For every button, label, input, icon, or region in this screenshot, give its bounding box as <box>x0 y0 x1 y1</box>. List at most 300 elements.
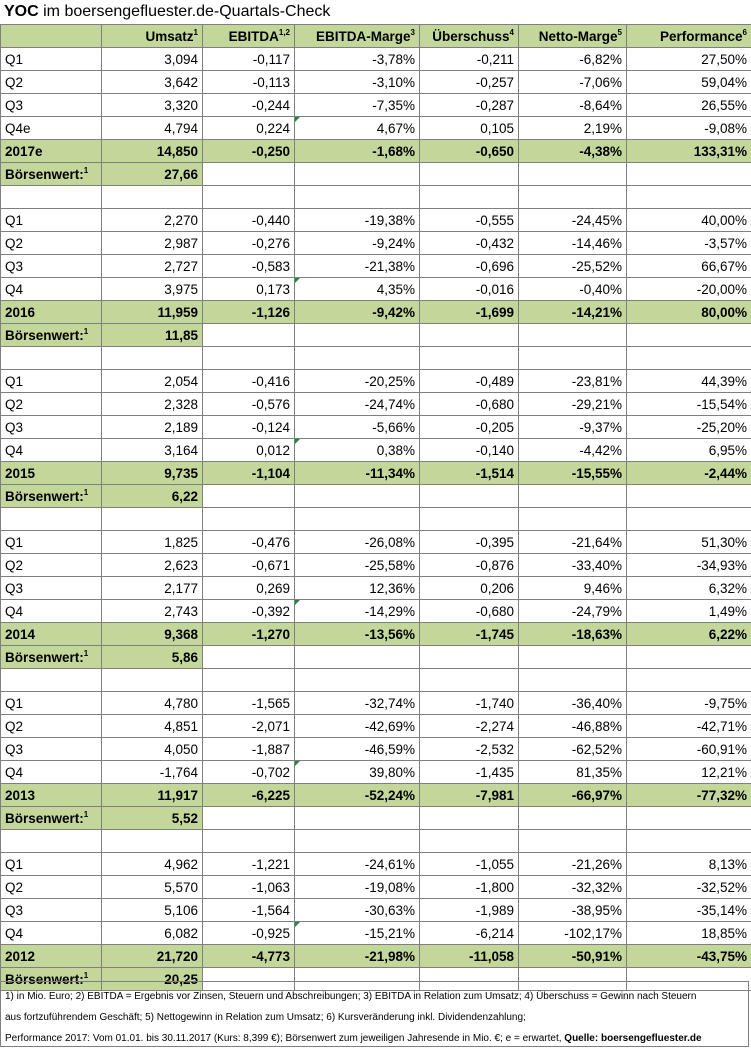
boersenwert-row <box>1 163 751 186</box>
cell-ebitda-marge: 0,38% <box>295 439 420 462</box>
spacer-cell <box>627 830 751 853</box>
empty-cell <box>295 807 420 830</box>
cell-umsatz: 2,623 <box>102 554 203 577</box>
cell-period: Q1 <box>1 853 102 876</box>
spacer-cell <box>203 347 295 370</box>
spacer-cell <box>519 186 627 209</box>
boersenwert-footnote: 1 <box>83 326 89 336</box>
cell-ebitda: -0,925 <box>203 922 295 945</box>
boersenwert-label-text: Börsenwert: <box>5 971 84 987</box>
table-row <box>1 209 751 232</box>
table-row <box>1 922 751 945</box>
cell-ebitda: -1,887 <box>203 738 295 761</box>
cell-ebitda-marge: -42,69% <box>295 715 420 738</box>
cell-netto-marge: -102,17% <box>519 922 627 945</box>
total-ebitda: -4,773 <box>203 945 295 968</box>
cell-ebitda-marge: -20,25% <box>295 370 420 393</box>
table-row <box>1 439 751 462</box>
cell-period: Q1 <box>1 209 102 232</box>
header-umsatz <box>102 25 203 48</box>
boersenwert-footnote: 1 <box>83 487 89 497</box>
title-rest: im boersengefluester.de-Quartals-Check <box>38 3 331 20</box>
empty-cell <box>519 646 627 669</box>
cell-period: Q1 <box>1 48 102 71</box>
cell-ebitda: -1,564 <box>203 899 295 922</box>
total-ebitda: -0,250 <box>203 140 295 163</box>
header-ueberschuss <box>420 25 519 48</box>
cell-ebitda-marge: -26,08% <box>295 531 420 554</box>
empty-cell <box>420 646 519 669</box>
boersenwert-value: 11,85 <box>102 324 203 347</box>
cell-period: Q4 <box>1 439 102 462</box>
cell-performance: -20,00% <box>627 278 751 301</box>
cell-ebitda: 0,173 <box>203 278 295 301</box>
cell-umsatz: 2,328 <box>102 393 203 416</box>
table-header-row <box>1 25 751 48</box>
cell-umsatz: 4,780 <box>102 692 203 715</box>
cell-ebitda-marge: 4,67% <box>295 117 420 140</box>
cell-period: Q2 <box>1 715 102 738</box>
cell-ueberschuss: -0,680 <box>420 600 519 623</box>
table-row <box>1 48 751 71</box>
spacer-cell <box>295 347 420 370</box>
total-performance: -2,44% <box>627 462 751 485</box>
cell-netto-marge: -4,42% <box>519 439 627 462</box>
total-ueberschuss: -1,514 <box>420 462 519 485</box>
cell-period: Q4e <box>1 117 102 140</box>
header-netto-marge-label: Netto-Marge <box>538 28 618 44</box>
cell-umsatz: 5,570 <box>102 876 203 899</box>
year-total-row <box>1 301 751 324</box>
header-ebitda-marge <box>295 25 420 48</box>
cell-period: Q3 <box>1 255 102 278</box>
cell-performance: -42,71% <box>627 715 751 738</box>
empty-cell <box>203 324 295 347</box>
footnote-line-2: aus fortzuführendem Geschäft; 5) Nettogewinn in Relation zum Umsatz; 6) Kursveränderung inkl. Dividendenzahlung; <box>5 1012 526 1023</box>
header-ebitda-marge-label: EBITDA-Marge <box>316 28 411 44</box>
cell-ebitda-marge: -19,38% <box>295 209 420 232</box>
table-row <box>1 715 751 738</box>
cell-period: Q3 <box>1 738 102 761</box>
cell-netto-marge: 81,35% <box>519 761 627 784</box>
cell-ueberschuss: -0,395 <box>420 531 519 554</box>
boersenwert-value: 5,86 <box>102 646 203 669</box>
table-row <box>1 554 751 577</box>
boersenwert-label-text: Börsenwert: <box>5 649 84 665</box>
spacer-row <box>1 186 751 209</box>
total-ebitda: -1,104 <box>203 462 295 485</box>
spacer-row <box>1 347 751 370</box>
cell-performance: -25,20% <box>627 416 751 439</box>
total-performance: 80,00% <box>627 301 751 324</box>
total-period: 2015 <box>1 462 102 485</box>
total-period: 2013 <box>1 784 102 807</box>
cell-ueberschuss: -0,211 <box>420 48 519 71</box>
cell-performance: 6,32% <box>627 577 751 600</box>
spacer-cell <box>627 508 751 531</box>
cell-umsatz: 4,794 <box>102 117 203 140</box>
header-ebitda <box>203 25 295 48</box>
empty-cell <box>295 485 420 508</box>
table-row <box>1 761 751 784</box>
empty-cell <box>420 163 519 186</box>
spacer-cell <box>102 830 203 853</box>
table-row <box>1 71 751 94</box>
cell-ueberschuss: -0,257 <box>420 71 519 94</box>
page-title <box>0 0 751 24</box>
footnote-line-3 <box>5 1028 744 1049</box>
cell-netto-marge: -7,06% <box>519 71 627 94</box>
cell-performance: 12,21% <box>627 761 751 784</box>
table-row <box>1 255 751 278</box>
cell-ueberschuss: -2,532 <box>420 738 519 761</box>
table-row <box>1 416 751 439</box>
total-ueberschuss: -1,745 <box>420 623 519 646</box>
total-period: 2012 <box>1 945 102 968</box>
empty-cell <box>295 163 420 186</box>
table-row <box>1 370 751 393</box>
cell-ebitda: -0,392 <box>203 600 295 623</box>
spacer-row <box>1 669 751 692</box>
header-netto-marge-footnote: 5 <box>617 27 622 37</box>
cell-ebitda-marge: -15,21% <box>295 922 420 945</box>
cell-performance: 1,49% <box>627 600 751 623</box>
cell-netto-marge: -6,82% <box>519 48 627 71</box>
spacer-cell <box>519 669 627 692</box>
company-name: YOC <box>4 3 39 20</box>
cell-performance: 8,13% <box>627 853 751 876</box>
cell-netto-marge: -46,88% <box>519 715 627 738</box>
table-row <box>1 692 751 715</box>
cell-umsatz: 2,189 <box>102 416 203 439</box>
boersenwert-value: 5,52 <box>102 807 203 830</box>
cell-netto-marge: -62,52% <box>519 738 627 761</box>
cell-umsatz: 1,825 <box>102 531 203 554</box>
year-total-row <box>1 784 751 807</box>
boersenwert-label-text: Börsenwert: <box>5 327 84 343</box>
spacer-cell <box>295 186 420 209</box>
cell-ueberschuss: -0,205 <box>420 416 519 439</box>
spacer-cell <box>102 669 203 692</box>
cell-ebitda-marge: 12,36% <box>295 577 420 600</box>
spacer-cell <box>1 347 102 370</box>
cell-ebitda: 0,269 <box>203 577 295 600</box>
empty-cell <box>203 807 295 830</box>
cell-performance: 51,30% <box>627 531 751 554</box>
cell-ebitda-marge: -19,08% <box>295 876 420 899</box>
total-ebitda: -1,270 <box>203 623 295 646</box>
cell-umsatz: 2,727 <box>102 255 203 278</box>
cell-ebitda-marge: -3,78% <box>295 48 420 71</box>
total-performance: -43,75% <box>627 945 751 968</box>
cell-netto-marge: -23,81% <box>519 370 627 393</box>
cell-ueberschuss: -0,489 <box>420 370 519 393</box>
cell-umsatz: 2,054 <box>102 370 203 393</box>
cell-netto-marge: -14,46% <box>519 232 627 255</box>
cell-ueberschuss: -0,432 <box>420 232 519 255</box>
cell-ebitda-marge: -30,63% <box>295 899 420 922</box>
cell-netto-marge: -33,40% <box>519 554 627 577</box>
cell-ebitda-marge: 39,80% <box>295 761 420 784</box>
cell-netto-marge: -36,40% <box>519 692 627 715</box>
cell-netto-marge: -29,21% <box>519 393 627 416</box>
cell-period: Q2 <box>1 71 102 94</box>
spacer-cell <box>420 830 519 853</box>
cell-ueberschuss: -0,016 <box>420 278 519 301</box>
cell-umsatz: 4,962 <box>102 853 203 876</box>
cell-netto-marge: -21,64% <box>519 531 627 554</box>
cell-ebitda: -0,440 <box>203 209 295 232</box>
cell-ueberschuss: -0,680 <box>420 393 519 416</box>
boersenwert-value: 27,66 <box>102 163 203 186</box>
spacer-cell <box>295 508 420 531</box>
header-performance-footnote: 6 <box>742 27 747 37</box>
total-umsatz: 14,850 <box>102 140 203 163</box>
cell-ueberschuss: -6,214 <box>420 922 519 945</box>
cell-ueberschuss: -1,435 <box>420 761 519 784</box>
cell-ebitda: -0,117 <box>203 48 295 71</box>
cell-performance: 26,55% <box>627 94 751 117</box>
spacer-cell <box>519 508 627 531</box>
cell-netto-marge: -0,40% <box>519 278 627 301</box>
cell-netto-marge: 2,19% <box>519 117 627 140</box>
header-ueberschuss-footnote: 4 <box>509 27 514 37</box>
total-netto-marge: -15,55% <box>519 462 627 485</box>
table-row <box>1 853 751 876</box>
boersenwert-row <box>1 807 751 830</box>
empty-cell <box>519 485 627 508</box>
header-performance <box>627 25 751 48</box>
empty-cell <box>627 324 751 347</box>
total-umsatz: 9,735 <box>102 462 203 485</box>
cell-performance: -35,14% <box>627 899 751 922</box>
cell-netto-marge: -24,45% <box>519 209 627 232</box>
cell-ebitda: 0,012 <box>203 439 295 462</box>
cell-ebitda: -0,244 <box>203 94 295 117</box>
total-netto-marge: -4,38% <box>519 140 627 163</box>
cell-ebitda-marge: -3,10% <box>295 71 420 94</box>
total-ebitda-marge: -52,24% <box>295 784 420 807</box>
cell-umsatz: 2,987 <box>102 232 203 255</box>
cell-performance: 44,39% <box>627 370 751 393</box>
cell-ueberschuss: -1,740 <box>420 692 519 715</box>
boersenwert-value: 6,22 <box>102 485 203 508</box>
total-netto-marge: -50,91% <box>519 945 627 968</box>
header-ueberschuss-label: Überschuss <box>432 28 510 44</box>
quarterly-table <box>0 24 751 991</box>
empty-cell <box>420 324 519 347</box>
spacer-cell <box>295 669 420 692</box>
boersenwert-footnote: 1 <box>83 809 89 819</box>
spacer-cell <box>203 508 295 531</box>
cell-performance: 59,04% <box>627 71 751 94</box>
spacer-cell <box>102 186 203 209</box>
cell-ebitda-marge: -9,24% <box>295 232 420 255</box>
cell-ebitda: -0,416 <box>203 370 295 393</box>
cell-performance: 66,67% <box>627 255 751 278</box>
cell-umsatz: 3,642 <box>102 71 203 94</box>
year-total-row <box>1 462 751 485</box>
spacer-cell <box>627 186 751 209</box>
boersenwert-label <box>1 324 102 347</box>
boersenwert-label <box>1 807 102 830</box>
cell-ueberschuss: -0,696 <box>420 255 519 278</box>
table-row <box>1 94 751 117</box>
cell-ueberschuss: 0,206 <box>420 577 519 600</box>
spacer-cell <box>1 830 102 853</box>
total-ebitda-marge: -21,98% <box>295 945 420 968</box>
spacer-cell <box>1 508 102 531</box>
total-performance: 133,31% <box>627 140 751 163</box>
cell-netto-marge: -21,26% <box>519 853 627 876</box>
cell-period: Q1 <box>1 692 102 715</box>
cell-period: Q4 <box>1 761 102 784</box>
empty-cell <box>519 324 627 347</box>
cell-ebitda-marge: -21,38% <box>295 255 420 278</box>
cell-netto-marge: 9,46% <box>519 577 627 600</box>
total-ebitda: -6,225 <box>203 784 295 807</box>
cell-performance: 27,50% <box>627 48 751 71</box>
cell-ebitda-marge: -14,29% <box>295 600 420 623</box>
total-ebitda-marge: -1,68% <box>295 140 420 163</box>
cell-performance: -9,08% <box>627 117 751 140</box>
cell-period: Q3 <box>1 94 102 117</box>
cell-umsatz: -1,764 <box>102 761 203 784</box>
cell-ebitda-marge: -25,58% <box>295 554 420 577</box>
spacer-cell <box>295 830 420 853</box>
cell-period: Q3 <box>1 416 102 439</box>
cell-ebitda: -1,063 <box>203 876 295 899</box>
cell-performance: -15,54% <box>627 393 751 416</box>
table-body <box>1 48 751 991</box>
empty-cell <box>627 485 751 508</box>
total-netto-marge: -14,21% <box>519 301 627 324</box>
boersenwert-footnote: 1 <box>83 648 89 658</box>
cell-period: Q2 <box>1 232 102 255</box>
footnote-line-3-text: Performance 2017: Vom 01.01. bis 30.11.2017 (Kurs: 8,399 €); Börsenwert zum jeweiligen Jahresende in Mio. €; e = erwartet, <box>5 1033 565 1044</box>
cell-performance: -9,75% <box>627 692 751 715</box>
header-ebitda-marge-footnote: 3 <box>410 27 415 37</box>
cell-ueberschuss: 0,105 <box>420 117 519 140</box>
empty-cell <box>420 807 519 830</box>
spacer-row <box>1 830 751 853</box>
cell-ebitda: -1,221 <box>203 853 295 876</box>
total-ueberschuss: -11,058 <box>420 945 519 968</box>
cell-umsatz: 4,050 <box>102 738 203 761</box>
cell-period: Q2 <box>1 554 102 577</box>
cell-ebitda-marge: -32,74% <box>295 692 420 715</box>
total-netto-marge: -66,97% <box>519 784 627 807</box>
cell-ebitda-marge: 4,35% <box>295 278 420 301</box>
boersenwert-label-text: Börsenwert: <box>5 166 84 182</box>
spacer-cell <box>1 186 102 209</box>
table-row <box>1 531 751 554</box>
header-blank <box>1 25 102 48</box>
total-ueberschuss: -0,650 <box>420 140 519 163</box>
boersenwert-label <box>1 163 102 186</box>
source-label: Quelle: boersengefluester.de <box>564 1033 702 1044</box>
boersenwert-footnote: 1 <box>83 970 89 980</box>
boersenwert-row <box>1 324 751 347</box>
spacer-cell <box>203 186 295 209</box>
cell-ebitda: -0,576 <box>203 393 295 416</box>
cell-ueberschuss: -0,140 <box>420 439 519 462</box>
cell-ueberschuss: -0,287 <box>420 94 519 117</box>
boersenwert-row <box>1 485 751 508</box>
cell-ebitda: -0,276 <box>203 232 295 255</box>
boersenwert-value: 20,25 <box>102 968 203 991</box>
cell-ebitda: -0,476 <box>203 531 295 554</box>
total-ueberschuss: -1,699 <box>420 301 519 324</box>
header-ebitda-footnote: 1,2 <box>278 27 290 37</box>
total-period: 2014 <box>1 623 102 646</box>
cell-umsatz: 2,177 <box>102 577 203 600</box>
total-ebitda: -1,126 <box>203 301 295 324</box>
total-performance: 6,22% <box>627 623 751 646</box>
header-umsatz-footnote: 1 <box>193 27 198 37</box>
cell-ueberschuss: -1,989 <box>420 899 519 922</box>
cell-ebitda: -0,671 <box>203 554 295 577</box>
cell-performance: 6,95% <box>627 439 751 462</box>
cell-ueberschuss: -0,876 <box>420 554 519 577</box>
footnote-line-1: 1) in Mio. Euro; 2) EBITDA = Ergebnis vor Zinsen, Steuern und Abschreibungen; 3) EBITDA in Relation zum Umsatz; 4) Überschuss = Gewinn nach Steuern <box>5 991 697 1002</box>
cell-period: Q4 <box>1 922 102 945</box>
spacer-cell <box>420 347 519 370</box>
spacer-cell <box>519 347 627 370</box>
cell-ebitda: -0,702 <box>203 761 295 784</box>
cell-ebitda: -0,583 <box>203 255 295 278</box>
total-ebitda-marge: -13,56% <box>295 623 420 646</box>
cell-period: Q1 <box>1 531 102 554</box>
empty-cell <box>203 163 295 186</box>
empty-cell <box>627 807 751 830</box>
empty-cell <box>203 646 295 669</box>
cell-umsatz: 2,743 <box>102 600 203 623</box>
spacer-cell <box>420 508 519 531</box>
spacer-cell <box>203 830 295 853</box>
empty-cell <box>295 646 420 669</box>
spacer-cell <box>102 347 203 370</box>
cell-period: Q4 <box>1 278 102 301</box>
spacer-cell <box>203 669 295 692</box>
header-ebitda-label: EBITDA <box>228 28 279 44</box>
header-netto-marge <box>519 25 627 48</box>
cell-performance: -60,91% <box>627 738 751 761</box>
cell-ebitda: -1,565 <box>203 692 295 715</box>
year-total-row <box>1 623 751 646</box>
table-row <box>1 876 751 899</box>
cell-ebitda: -2,071 <box>203 715 295 738</box>
cell-netto-marge: -38,95% <box>519 899 627 922</box>
total-period: 2016 <box>1 301 102 324</box>
cell-ebitda: -0,113 <box>203 71 295 94</box>
cell-period: Q4 <box>1 600 102 623</box>
cell-period: Q2 <box>1 876 102 899</box>
cell-performance: -3,57% <box>627 232 751 255</box>
year-total-row <box>1 945 751 968</box>
spacer-cell <box>420 186 519 209</box>
year-total-row <box>1 140 751 163</box>
empty-cell <box>627 163 751 186</box>
spacer-cell <box>519 830 627 853</box>
cell-umsatz: 3,094 <box>102 48 203 71</box>
cell-period: Q2 <box>1 393 102 416</box>
spacer-cell <box>420 669 519 692</box>
cell-period: Q3 <box>1 577 102 600</box>
cell-netto-marge: -9,37% <box>519 416 627 439</box>
header-umsatz-label: Umsatz <box>145 28 194 44</box>
empty-cell <box>627 646 751 669</box>
